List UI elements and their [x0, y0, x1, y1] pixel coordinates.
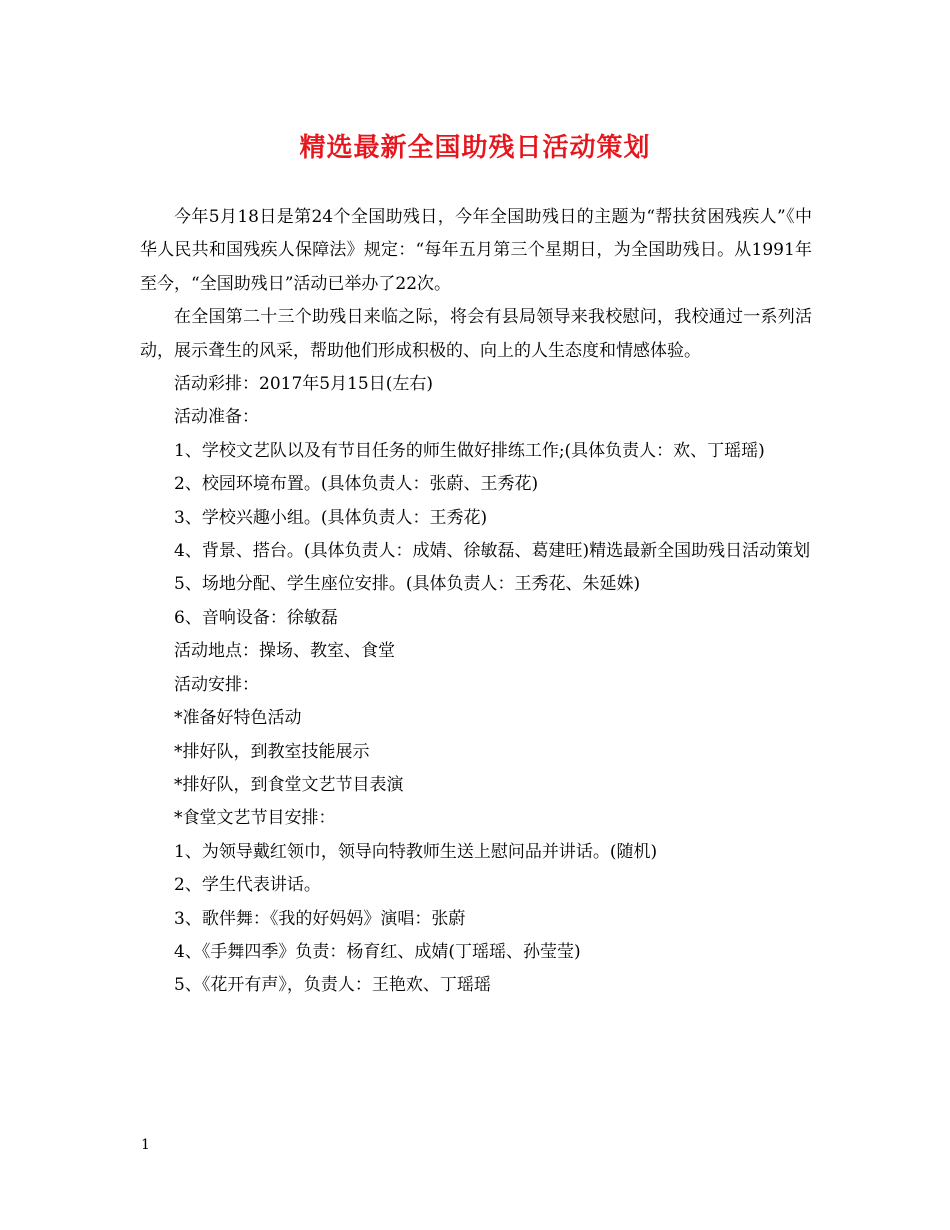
page-number: 1 [141, 1137, 150, 1153]
paragraph: 4、背景、搭台。(具体负责人：成婧、徐敏磊、葛建旺)精选最新全国助残日活动策划 [174, 541, 811, 562]
paragraph: 6、音响设备：徐敏磊 [174, 607, 338, 628]
paragraph: 4、《手舞四季》负责：杨育红、成婧(丁瑶瑶、孙莹莹) [174, 941, 581, 962]
paragraph: *排好队，到食堂文艺节目表演 [174, 774, 404, 795]
paragraph: 活动地点：操场、教室、食堂 [174, 641, 395, 662]
paragraph: *食堂文艺节目安排： [174, 808, 336, 829]
paragraph: 活动准备： [174, 407, 259, 428]
paragraph: 2、校园环境布置。(具体负责人：张蔚、王秀花) [174, 474, 539, 495]
paragraph: 3、学校兴趣小组。(具体负责人：王秀花) [174, 507, 488, 528]
paragraph: 3、歌伴舞：《我的好妈妈》演唱：张蔚 [174, 908, 466, 929]
paragraph: 1、学校文艺队以及有节目任务的师生做好排练工作;(具体负责人：欢、丁瑶瑶) [174, 440, 765, 461]
document-body [140, 201, 812, 1003]
paragraph: *准备好特色活动 [174, 708, 302, 729]
paragraph: 活动彩排：2017年5月15日(左右) [174, 374, 433, 395]
paragraph: 今年5月18日是第24个全国助残日，今年全国助残日的主题为“帮扶贫困残疾人”《中华人民共和国残疾人保障法》规定：“每年五月第三个星期日，为全国助残日。从1991年至今，“全国助残日”活动已举办了22次。 [140, 207, 812, 294]
document-title: 精选最新全国助残日活动策划 [299, 133, 651, 163]
paragraph: *排好队，到教室技能展示 [174, 741, 370, 762]
paragraph: 2、学生代表讲话。 [174, 875, 321, 896]
paragraph: 在全国第二十三个助残日来临之际，将会有县局领导来我校慰问，我校通过一系列活动，展示聋生的风采，帮助他们形成积极的、向上的人生态度和情感体验。 [140, 307, 812, 361]
paragraph: 5、场地分配、学生座位安排。(具体负责人：王秀花、朱延姝) [174, 574, 641, 595]
paragraph: 5、《花开有声》，负责人：王艳欢、丁瑶瑶 [174, 975, 491, 996]
paragraph: 1、为领导戴红领巾，领导向特教师生送上慰问品并讲话。(随机) [174, 841, 658, 862]
paragraph: 活动安排： [174, 674, 259, 695]
